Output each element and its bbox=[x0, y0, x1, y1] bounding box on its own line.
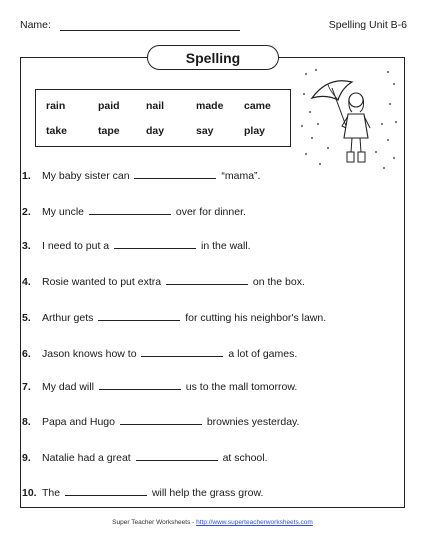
word-bank-word: paid bbox=[98, 100, 120, 112]
question-7 bbox=[22, 379, 297, 393]
header bbox=[20, 19, 407, 35]
question-text: brownies yesterday. bbox=[206, 416, 300, 428]
question-text: My uncle bbox=[42, 206, 85, 218]
question-text: The bbox=[42, 487, 61, 499]
question-10 bbox=[22, 485, 263, 499]
question-text: Jason knows how to bbox=[42, 348, 137, 360]
question-6 bbox=[22, 346, 297, 360]
question-text: Arthur gets bbox=[42, 312, 94, 324]
word-bank-word: came bbox=[244, 100, 271, 112]
answer-blank[interactable] bbox=[114, 238, 196, 249]
girl-with-umbrella-illustration bbox=[298, 64, 400, 176]
question-number: 4. bbox=[22, 276, 31, 288]
question-number: 6. bbox=[22, 348, 31, 360]
question-text: My dad will bbox=[42, 381, 94, 393]
question-text: Natalie had a great bbox=[42, 452, 131, 464]
question-number: 3. bbox=[22, 240, 31, 252]
unit-label: Spelling Unit B-6 bbox=[328, 19, 407, 31]
question-number: 2. bbox=[22, 206, 31, 218]
question-2 bbox=[22, 204, 246, 218]
question-number: 5. bbox=[22, 312, 31, 324]
question-text: My baby sister can bbox=[42, 170, 130, 182]
word-bank-word: day bbox=[146, 125, 165, 137]
answer-blank[interactable] bbox=[166, 274, 248, 285]
word-bank-word: play bbox=[244, 125, 266, 137]
footer bbox=[0, 519, 425, 526]
question-text: us to the mall tomorrow. bbox=[185, 381, 298, 393]
name-label: Name: bbox=[20, 19, 51, 31]
question-text: a lot of games. bbox=[228, 348, 298, 360]
word-bank-word: rain bbox=[46, 100, 66, 112]
word-bank-word: nail bbox=[146, 100, 165, 112]
answer-blank[interactable] bbox=[99, 379, 181, 390]
answer-blank[interactable] bbox=[134, 168, 216, 179]
question-text: Rosie wanted to put extra bbox=[42, 276, 162, 288]
question-text: I need to put a bbox=[42, 240, 110, 252]
question-5 bbox=[22, 310, 326, 324]
question-number: 9. bbox=[22, 452, 31, 464]
question-text: “mama”. bbox=[221, 170, 261, 182]
question-number: 10. bbox=[22, 487, 37, 499]
name-line[interactable] bbox=[60, 30, 240, 31]
question-number: 7. bbox=[22, 381, 31, 393]
question-8 bbox=[22, 414, 299, 428]
question-number: 8. bbox=[22, 416, 31, 428]
word-bank-word: say bbox=[196, 125, 214, 137]
word-bank-word: take bbox=[46, 125, 68, 137]
answer-blank[interactable] bbox=[65, 485, 147, 496]
question-text: in the wall. bbox=[200, 240, 251, 252]
question-number: 1. bbox=[22, 170, 31, 182]
question-9 bbox=[22, 450, 268, 464]
answer-blank[interactable] bbox=[141, 346, 223, 357]
question-4 bbox=[22, 274, 305, 288]
answer-blank[interactable] bbox=[120, 414, 202, 425]
question-1 bbox=[22, 168, 260, 182]
footer-link[interactable]: http://www.superteacherworksheets.com bbox=[196, 519, 313, 526]
footer-text: Super Teacher Worksheets - bbox=[112, 519, 195, 526]
question-3 bbox=[22, 238, 251, 252]
question-text: for cutting his neighbor's lawn. bbox=[185, 312, 327, 324]
question-text: will help the grass grow. bbox=[151, 487, 264, 499]
question-text: on the box. bbox=[252, 276, 305, 288]
question-text: over for dinner. bbox=[175, 206, 246, 218]
answer-blank[interactable] bbox=[136, 450, 218, 461]
page-title: Spelling bbox=[147, 45, 279, 70]
word-bank bbox=[35, 89, 291, 147]
word-bank-word: tape bbox=[98, 125, 120, 137]
answer-blank[interactable] bbox=[89, 204, 171, 215]
question-text: at school. bbox=[222, 452, 268, 464]
answer-blank[interactable] bbox=[98, 310, 180, 321]
question-text: Papa and Hugo bbox=[42, 416, 115, 428]
word-bank-word: made bbox=[196, 100, 224, 112]
